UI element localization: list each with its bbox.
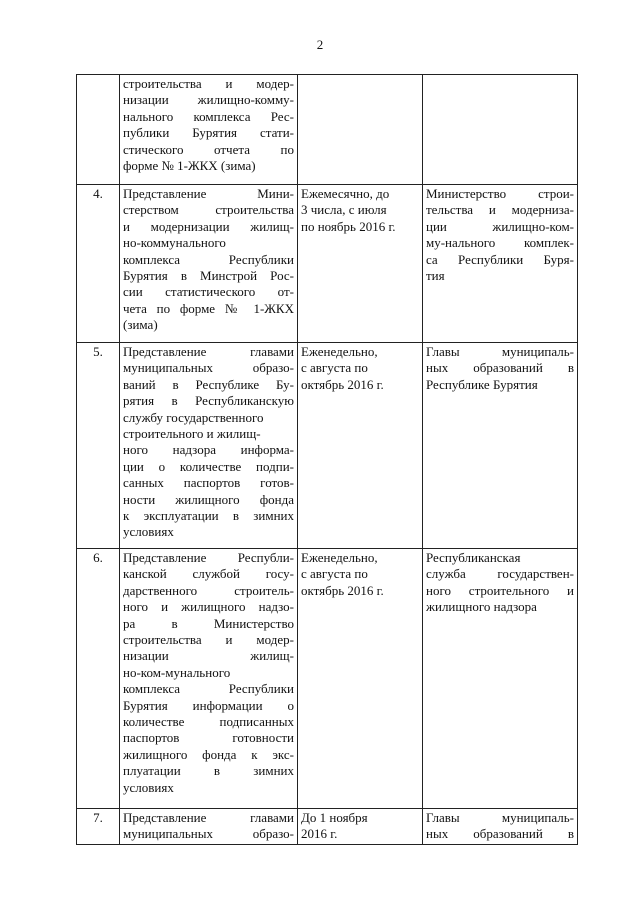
responsible-text — [426, 186, 574, 284]
text-line: ного надзора информа- — [123, 442, 294, 458]
term-cell — [298, 185, 423, 343]
text-line: форме № 1-ЖКХ (зима) — [123, 158, 256, 174]
text-line: Представление Мини- — [123, 186, 294, 201]
text-line: строительного и жилищ- — [123, 426, 261, 442]
table-row — [77, 549, 578, 809]
text-line: и модернизации жилищ- — [123, 218, 294, 234]
text-line: Республике Бурятия — [426, 376, 538, 392]
row-number-cell — [77, 549, 120, 809]
text-line: строительства и модер- — [123, 76, 294, 91]
text-line: му-нального комплек- — [426, 235, 574, 251]
table-row — [77, 809, 578, 845]
text-line: ции о количестве подпи- — [123, 458, 294, 474]
text-line: Бурятия в Минстрой Рос- — [123, 268, 294, 284]
activity-text — [123, 344, 294, 541]
row-number: 6. — [93, 550, 103, 565]
text-line: служба государствен- — [426, 566, 574, 582]
term-text — [301, 810, 419, 843]
activity-cell — [120, 75, 298, 185]
row-number: 5. — [93, 344, 103, 359]
text-line: условиях — [123, 779, 174, 795]
text-line: с августа по — [301, 360, 368, 376]
text-line: комплекса Республики — [123, 251, 294, 267]
text-line: службу государственного — [123, 409, 264, 425]
text-line: но-ком-мунального — [123, 664, 231, 680]
text-line: са Республики Буря- — [426, 251, 574, 267]
text-line: дарственного строитель- — [123, 582, 294, 598]
term-cell — [298, 809, 423, 845]
text-line: чета по форме № 1-ЖКХ — [123, 300, 294, 316]
text-line: количестве подписанных — [123, 714, 294, 730]
responsible-text — [426, 344, 574, 393]
text-line: плуатации в зимних — [123, 763, 294, 779]
text-line: До 1 ноября — [301, 810, 368, 825]
activity-cell — [120, 343, 298, 549]
text-line: Бурятия информации о — [123, 697, 294, 713]
responsible-cell — [423, 809, 578, 845]
text-line: строительства и модер- — [123, 632, 294, 648]
text-line: Представление главами — [123, 344, 294, 359]
responsible-cell — [423, 185, 578, 343]
activity-cell — [120, 185, 298, 343]
text-line: ваний в Республике Бу- — [123, 376, 294, 392]
text-line: Еженедельно, — [301, 550, 378, 565]
text-line: 2016 г. — [301, 826, 338, 842]
text-line: по ноябрь 2016 г. — [301, 218, 396, 234]
term-cell — [298, 343, 423, 549]
row-number-cell — [77, 75, 120, 185]
activity-cell — [120, 809, 298, 845]
text-line: ных образований в — [426, 826, 574, 842]
term-text — [301, 550, 419, 599]
text-line: рятия в Республиканскую — [123, 393, 294, 409]
text-line: тельства и модернизa- — [426, 202, 574, 218]
text-line: Республиканская — [426, 550, 521, 565]
row-number: 7. — [93, 810, 103, 825]
text-line: Главы муниципаль- — [426, 810, 574, 825]
text-line: ности жилищного фонда — [123, 491, 294, 507]
text-line: октябрь 2016 г. — [301, 376, 384, 392]
text-line: канской службой госу- — [123, 566, 294, 582]
term-cell — [298, 549, 423, 809]
row-number-cell — [77, 343, 120, 549]
text-line: Представление Республи- — [123, 550, 294, 565]
text-line: условиях — [123, 524, 174, 540]
text-line: ра в Министерство — [123, 615, 294, 631]
text-line: низации жилищ- — [123, 648, 294, 664]
text-line: Еженедельно, — [301, 344, 378, 359]
text-line: низации жилищно-комму- — [123, 92, 294, 108]
text-line: публики Бурятия стати- — [123, 125, 294, 141]
text-line: паспортов готовности — [123, 730, 294, 746]
activity-text — [123, 810, 294, 843]
term-text — [301, 344, 419, 393]
text-line: жилищного фонда к экс- — [123, 746, 294, 762]
text-line: октябрь 2016 г. — [301, 582, 384, 598]
text-line: комплекса Республики — [123, 681, 294, 697]
text-line: жилищного надзора — [426, 599, 537, 615]
plan-table-body — [77, 75, 578, 845]
activity-text — [123, 186, 294, 334]
text-line: Главы муниципаль- — [426, 344, 574, 359]
text-line: ного и жилищного надзо- — [123, 599, 294, 615]
text-line: Министерство строи- — [426, 186, 574, 201]
term-text — [301, 186, 419, 235]
text-line: нального комплекса Рес- — [123, 108, 294, 124]
text-line: Представление главами — [123, 810, 294, 825]
activity-cell — [120, 549, 298, 809]
responsible-text — [426, 550, 574, 616]
activity-text — [123, 550, 294, 796]
text-line: ных образований в — [426, 360, 574, 376]
text-line: муниципальных образо- — [123, 360, 294, 376]
responsible-cell — [423, 75, 578, 185]
text-line: санных паспортов готов- — [123, 475, 294, 491]
row-number: 4. — [93, 186, 103, 201]
activity-text — [123, 76, 294, 174]
row-number-cell — [77, 185, 120, 343]
text-line: сии статистического от- — [123, 284, 294, 300]
text-line: к эксплуатации в зимних — [123, 508, 294, 524]
text-line: (зима) — [123, 317, 158, 333]
responsible-text — [426, 810, 574, 843]
text-line: но-коммунального — [123, 235, 226, 251]
responsible-cell — [423, 549, 578, 809]
term-cell — [298, 75, 423, 185]
text-line: с августа по — [301, 566, 368, 582]
text-line: стерством строительства — [123, 202, 294, 218]
plan-table — [76, 74, 578, 845]
text-line: 3 числа, с июля — [301, 202, 387, 218]
page-number: 2 — [316, 37, 324, 52]
text-line: муниципальных образо- — [123, 826, 294, 842]
text-line: тия — [426, 268, 445, 284]
text-line: стического отчета по — [123, 141, 294, 157]
table-row — [77, 343, 578, 549]
responsible-cell — [423, 343, 578, 549]
row-number-cell — [77, 809, 120, 845]
text-line: ции жилищно-ком- — [426, 218, 574, 234]
table-row — [77, 75, 578, 185]
text-line: Ежемесячно, до — [301, 186, 390, 201]
text-line: ного строительного и — [426, 582, 574, 598]
table-row — [77, 185, 578, 343]
